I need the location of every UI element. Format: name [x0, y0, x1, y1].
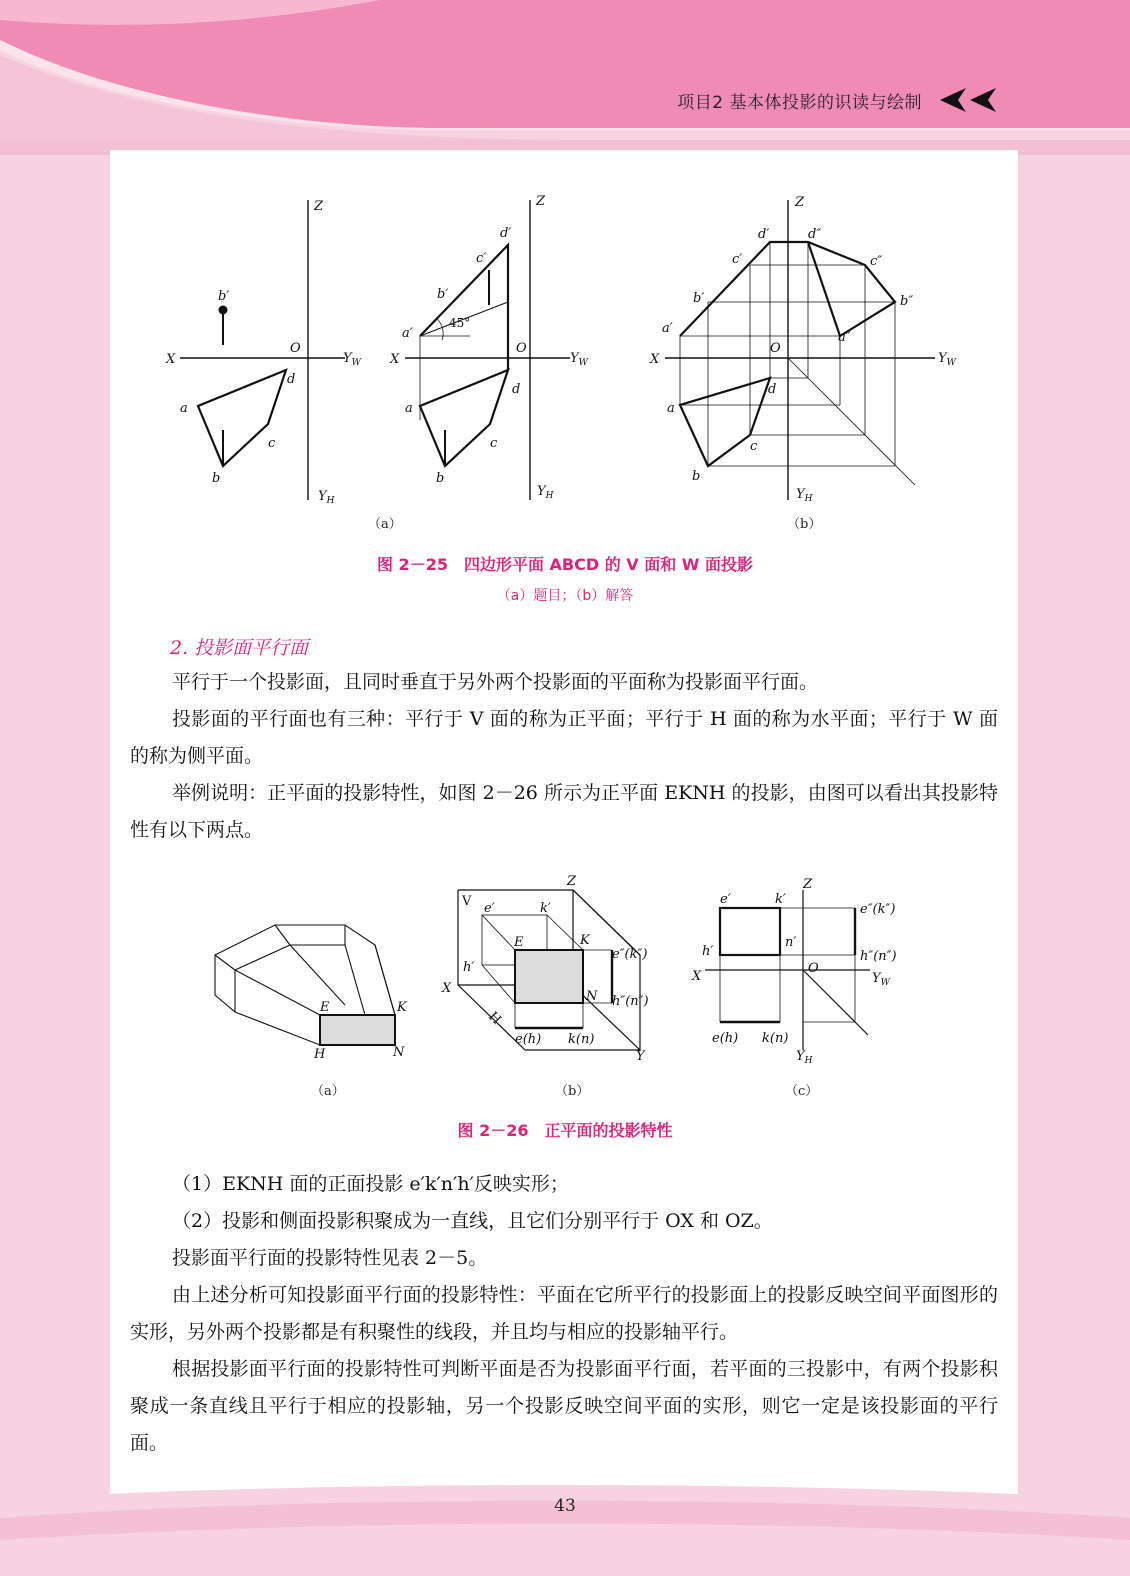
- svg-text:c: c: [750, 439, 758, 454]
- svg-text:H: H: [314, 1047, 326, 1062]
- section-heading: 2. 投影面平行面: [170, 637, 309, 659]
- svg-text:h″(n″): h″(n″): [860, 949, 897, 964]
- svg-text:YW: $Y_W$: [570, 351, 588, 368]
- figure-2-25: [150, 190, 956, 524]
- svg-text:Z: Z: [536, 194, 546, 209]
- svg-text:e(h): e(h): [515, 1032, 542, 1047]
- svg-text:a″: a″: [838, 330, 851, 345]
- svg-text:X: X: [390, 352, 400, 367]
- figure-2-25-drawing: [150, 190, 956, 520]
- fig-2-26-caption: 图 2－26 正平面的投影特性: [457, 1121, 673, 1140]
- header-title: 项目2 基本体投影的识读与绘制: [677, 93, 922, 113]
- svg-text:K: K: [580, 933, 590, 948]
- svg-text:YW: $Y_W$: [938, 351, 956, 368]
- svg-text:YH: $Y_H$: [796, 487, 813, 504]
- svg-text:E: E: [320, 1000, 330, 1015]
- svg-text:h′: h′: [463, 960, 475, 975]
- svg-text:a: a: [405, 401, 413, 416]
- svg-text:d: d: [768, 382, 777, 397]
- svg-text:c′: c′: [476, 251, 487, 266]
- svg-text:a: a: [667, 401, 675, 416]
- fig-2-25-sublabel-a: （a）: [368, 517, 402, 532]
- svg-text:d: d: [287, 372, 296, 387]
- svg-text:YH: $Y_H$: [318, 489, 335, 506]
- paragraph-6: 投影面平行面的投影特性见表 2－5。: [172, 1247, 488, 1269]
- svg-text:O: O: [290, 341, 301, 356]
- svg-text:b: b: [692, 469, 701, 484]
- page-header: [0, 0, 1130, 155]
- paragraph-2: 投影面的平行面也有三种：平行于 V 面的称为正平面；平行于 H 面的称为水平面；平行于 W 面的称为侧平面。: [130, 708, 998, 767]
- svg-text:d′: d′: [758, 227, 770, 242]
- svg-text:k(n): k(n): [568, 1032, 595, 1047]
- svg-text:a′: a′: [402, 326, 413, 341]
- svg-text:E: E: [514, 935, 524, 950]
- fig-2-26-sublabel-b: （b）: [555, 1084, 590, 1099]
- svg-text:Z: Z: [567, 874, 577, 889]
- svg-text:X: X: [650, 352, 660, 367]
- svg-text:d: d: [512, 382, 521, 397]
- svg-text:YW: $Y_W$: [343, 351, 361, 368]
- paragraph-7: 由上述分析可知投影面平行面的投影特性：平面在它所平行的投影面上的投影反映空间平面图形的实形，另外两个投影都是有积聚性的线段，并且均与相应的投影轴平行。: [130, 1284, 998, 1343]
- svg-text:c′: c′: [732, 252, 743, 267]
- svg-text:V: V: [462, 894, 472, 909]
- svg-text:Z: Z: [314, 199, 324, 214]
- svg-text:e′: e′: [720, 892, 731, 907]
- fig-2-26-sublabel-c: （c）: [785, 1084, 819, 1099]
- svg-text:H: H: [485, 1009, 504, 1028]
- paragraph-8: 根据投影面平行面的投影特性可判断平面是否为投影面平行面，若平面的三投影中，有两个投影积聚成一条直线且平行于相应的投影轴，另一个投影反映空间平面的实形，则它一定是该投影面的平行面。: [130, 1358, 998, 1454]
- svg-text:c: c: [268, 436, 276, 451]
- fig-2-25-sublabel-b: （b）: [787, 517, 822, 532]
- svg-text:d″: d″: [808, 227, 822, 242]
- svg-text:b′: b′: [437, 287, 449, 302]
- paragraph-5: （2）投影和侧面投影积聚成为一直线，且它们分别平行于 OX 和 OZ。: [172, 1210, 773, 1232]
- svg-text:e′: e′: [484, 901, 495, 916]
- svg-text:b″: b″: [900, 294, 914, 309]
- svg-text:Z: Z: [795, 195, 805, 210]
- svg-text:e″(k″): e″(k″): [612, 947, 648, 962]
- figure-2-26: [200, 870, 920, 1074]
- fig-2-25-subcaption: （a）题目；（b）解答: [496, 588, 634, 604]
- svg-text:a′: a′: [662, 321, 673, 336]
- svg-text:N: N: [586, 989, 598, 1004]
- header-band: [0, 0, 1130, 155]
- svg-text:n′: n′: [785, 935, 797, 950]
- svg-text:h″(n″): h″(n″): [612, 994, 649, 1009]
- svg-text:Z: Z: [803, 877, 813, 892]
- paragraph-1: 平行于一个投影面，且同时垂直于另外两个投影面的平面称为投影面平行面。: [172, 671, 819, 693]
- svg-text:b: b: [212, 471, 221, 486]
- svg-text:YH: $Y_H$: [796, 1049, 813, 1066]
- svg-text:c″: c″: [870, 254, 883, 269]
- svg-text:O: O: [516, 341, 527, 356]
- figure-2-26-drawing: [200, 870, 920, 1070]
- svg-text:b: b: [436, 471, 445, 486]
- svg-text:b′: b′: [218, 289, 230, 304]
- svg-text:K: K: [397, 1000, 407, 1015]
- svg-text:a: a: [180, 401, 188, 416]
- svg-text:c: c: [490, 436, 498, 451]
- svg-text:O: O: [770, 341, 781, 356]
- fig-2-25-caption: 图 2－25 四边形平面 ABCD 的 V 面和 W 面投影: [376, 555, 754, 574]
- svg-text:b′: b′: [693, 291, 705, 306]
- svg-text:X: X: [692, 969, 702, 984]
- svg-text:k′: k′: [540, 901, 551, 916]
- svg-text:O: O: [808, 961, 819, 976]
- double-left-arrow-icon: [938, 86, 998, 116]
- fig-2-26-sublabel-a: （a）: [311, 1084, 345, 1099]
- page-number: 43: [554, 1496, 576, 1516]
- svg-text:d′: d′: [500, 226, 512, 241]
- svg-text:k′: k′: [775, 892, 786, 907]
- svg-text:YH: $Y_H$: [537, 484, 554, 501]
- svg-text:e″(k″): e″(k″): [860, 902, 896, 917]
- footer-band: [0, 1470, 1130, 1576]
- svg-text:h′: h′: [702, 944, 714, 959]
- paragraph-4: （1）EKNH 面的正面投影 e′k′n′h′反映实形；: [172, 1173, 569, 1195]
- svg-text:k(n): k(n): [762, 1031, 789, 1046]
- paragraph-3: 举例说明：正平面的投影特性，如图 2－26 所示为正平面 EKNH 的投影，由图可以看出其投影特性有以下两点。: [130, 782, 998, 841]
- svg-text:Y: Y: [636, 1049, 645, 1064]
- svg-text:N: N: [393, 1045, 405, 1060]
- svg-text:X: X: [442, 981, 452, 996]
- svg-text:45°: 45°: [449, 316, 471, 330]
- svg-text:YW: $Y_W$: [872, 971, 890, 988]
- svg-text:X: X: [166, 352, 176, 367]
- svg-text:e(h): e(h): [712, 1031, 739, 1046]
